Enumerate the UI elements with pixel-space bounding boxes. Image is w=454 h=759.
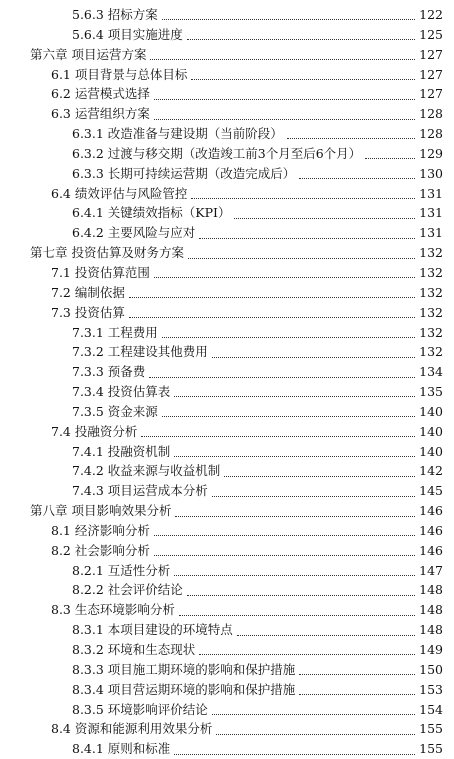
dot-leader [154, 98, 415, 100]
toc-entry-title: 7.4 投融资分析 [51, 422, 139, 442]
toc-entry-7-2[interactable] [0, 283, 454, 303]
toc-entry-7-4-2[interactable] [0, 461, 454, 481]
toc-entry-page: 128 [419, 126, 443, 142]
toc-entry-page: 132 [419, 344, 443, 360]
toc-entry-title: 8.3.2 环境和生态现状 [72, 640, 197, 660]
dot-leader [287, 137, 415, 139]
toc-entry-page: 148 [419, 622, 443, 638]
toc-entry-title: 6.4.1 关键绩效指标（KPI） [72, 203, 232, 223]
toc-entry-page: 132 [419, 304, 443, 320]
toc-entry-5-6-4[interactable] [0, 25, 454, 45]
dot-leader [141, 435, 415, 437]
toc-entry-title: 6.3.1 改造准备与建设期（当前阶段） [72, 124, 285, 144]
toc-entry-page: 142 [419, 463, 443, 479]
toc-entry-page: 134 [419, 364, 443, 380]
toc-entry-page: 147 [419, 562, 443, 578]
toc-entry-6-1[interactable] [0, 65, 454, 85]
toc-entry-title: 7.3.4 投资估算表 [72, 382, 172, 402]
toc-entry-page: 148 [419, 602, 443, 618]
toc-entry-6-3-2[interactable] [0, 144, 454, 164]
dot-leader [174, 753, 415, 755]
toc-entry-page: 129 [419, 145, 443, 161]
toc-entry-title: 6.3 运营组织方案 [51, 104, 152, 124]
toc-entry-5-6-3[interactable] [0, 5, 454, 25]
toc-entry-title: 7.3.2 工程建设其他费用 [72, 342, 210, 362]
toc-entry-page: 153 [419, 681, 443, 697]
dot-leader [150, 58, 415, 60]
toc-entry-title: 6.4 绩效评估与风险管控 [51, 184, 189, 204]
toc-entry-page: 132 [419, 245, 443, 261]
toc-entry-page: 130 [419, 165, 443, 181]
toc-entry-page: 127 [419, 46, 443, 62]
toc-entry-6-4[interactable] [0, 184, 454, 204]
toc-entry-page: 125 [419, 26, 443, 42]
toc-entry-title: 8.3.5 环境影响评价结论 [72, 700, 210, 720]
dot-leader [129, 296, 415, 298]
dot-leader [154, 554, 415, 556]
toc-entry-title: 8.2.1 互适性分析 [72, 561, 172, 581]
dot-leader [154, 276, 415, 278]
toc-entry-page: 131 [419, 205, 443, 221]
toc-entry-title: 7.2 编制依据 [51, 283, 127, 303]
toc-entry-title: 7.4.3 项目运营成本分析 [72, 481, 210, 501]
toc-entry-6-3-1[interactable] [0, 124, 454, 144]
toc-entry-chapter-8[interactable] [0, 501, 454, 521]
toc-entry-6-3[interactable] [0, 104, 454, 124]
dot-leader [199, 653, 415, 655]
toc-entry-7-4[interactable] [0, 422, 454, 442]
dot-leader [212, 356, 415, 358]
dot-leader [188, 257, 415, 259]
toc-entry-title: 8.3.4 项目营运期环境的影响和保护措施 [72, 680, 297, 700]
toc-entry-7-3-2[interactable] [0, 342, 454, 362]
toc-entry-chapter-7[interactable] [0, 243, 454, 263]
dot-leader [212, 495, 415, 497]
toc-entry-title: 8.3.3 项目施工期环境的影响和保护措施 [72, 660, 297, 680]
dot-leader [191, 197, 415, 199]
toc-entry-title: 6.2 运营模式选择 [51, 84, 152, 104]
toc-entry-page: 131 [419, 185, 443, 201]
toc-entry-page: 127 [419, 66, 443, 82]
toc-entry-8-4-1[interactable] [0, 739, 454, 759]
dot-leader [149, 376, 415, 378]
dot-leader [365, 157, 415, 159]
dot-leader [237, 634, 415, 636]
toc-entry-title: 8.1 经济影响分析 [51, 521, 152, 541]
toc-entry-title: 7.4.2 收益来源与收益机制 [72, 461, 222, 481]
toc-entry-8-3-3[interactable] [0, 660, 454, 680]
toc-entry-7-3-1[interactable] [0, 323, 454, 343]
toc-entry-8-2[interactable] [0, 541, 454, 561]
toc-entry-7-3[interactable] [0, 303, 454, 323]
toc-entry-8-2-1[interactable] [0, 561, 454, 581]
toc-entry-page: 131 [419, 225, 443, 241]
toc-entry-page: 132 [419, 324, 443, 340]
toc-entry-page: 135 [419, 384, 443, 400]
toc-entry-6-3-3[interactable] [0, 164, 454, 184]
dot-leader [175, 515, 415, 517]
toc-entry-page: 154 [419, 701, 443, 717]
dot-leader [187, 38, 415, 40]
toc-entry-title: 7.3.5 资金来源 [72, 402, 160, 422]
toc-entry-6-2[interactable] [0, 84, 454, 104]
toc-entry-title: 8.3 生态环境影响分析 [51, 600, 177, 620]
dot-leader [129, 316, 415, 318]
toc-entry-title: 5.6.3 招标方案 [72, 5, 160, 25]
toc-entry-page: 155 [419, 721, 443, 737]
toc-entry-8-3-1[interactable] [0, 620, 454, 640]
toc-entry-title: 8.4.1 原则和标准 [72, 739, 172, 759]
toc-entry-title: 第八章 项目影响效果分析 [30, 501, 173, 521]
dot-leader [216, 733, 415, 735]
toc-entry-title: 8.2.2 社会评价结论 [72, 580, 185, 600]
dot-leader [234, 217, 415, 219]
toc-entry-8-3-4[interactable] [0, 680, 454, 700]
toc-entry-page: 149 [419, 642, 443, 657]
toc-entry-chapter-6[interactable] [0, 45, 454, 65]
toc-entry-title: 第六章 项目运营方案 [30, 45, 148, 65]
toc-entry-page: 146 [419, 503, 443, 519]
toc-entry-page: 122 [419, 7, 443, 22]
toc-entry-page: 140 [419, 443, 443, 459]
toc-entry-page: 146 [419, 522, 443, 538]
toc-entry-title: 5.6.4 项目实施进度 [72, 25, 185, 45]
toc-entry-page: 146 [419, 542, 443, 558]
toc-entry-page: 145 [419, 483, 443, 499]
dot-leader [154, 534, 415, 536]
toc-entry-8-1[interactable] [0, 521, 454, 541]
toc-entry-title: 7.1 投资估算范围 [51, 263, 152, 283]
toc-entry-page: 140 [419, 423, 443, 439]
dot-leader [162, 336, 415, 338]
dot-leader [199, 237, 415, 239]
toc-entry-title: 8.3.1 本项目建设的环境特点 [72, 620, 235, 640]
toc-entry-7-4-1[interactable] [0, 442, 454, 462]
toc-entry-page: 150 [419, 661, 443, 677]
toc-entry-page: 132 [419, 284, 443, 300]
toc-entry-7-1[interactable] [0, 263, 454, 283]
toc-entry-8-3-5[interactable] [0, 700, 454, 720]
toc-entry-title: 6.1 项目背景与总体目标 [51, 65, 189, 85]
dot-leader [174, 574, 415, 576]
toc-entry-7-3-3[interactable] [0, 362, 454, 382]
toc-entry-7-3-5[interactable] [0, 402, 454, 422]
toc-entry-title: 8.4 资源和能源利用效果分析 [51, 719, 214, 739]
toc-entry-7-4-3[interactable] [0, 481, 454, 501]
toc-entry-title: 7.3 投资估算 [51, 303, 127, 323]
toc-entry-title: 7.3.3 预备费 [72, 362, 147, 382]
dot-leader [299, 693, 415, 695]
toc-entry-page: 140 [419, 403, 443, 419]
toc-entry-6-4-1[interactable] [0, 203, 454, 223]
dot-leader [191, 78, 415, 80]
toc-entry-title: 6.3.3 长期可持续运营期（改造完成后） [72, 164, 297, 184]
toc-entry-page: 128 [419, 106, 443, 122]
toc-entry-7-3-4[interactable] [0, 382, 454, 402]
toc-entry-8-2-2[interactable] [0, 580, 454, 600]
toc-entry-title: 6.4.2 主要风险与应对 [72, 223, 197, 243]
dot-leader [299, 177, 415, 179]
dot-leader [187, 594, 415, 596]
dot-leader [179, 614, 415, 616]
dot-leader [154, 118, 415, 120]
toc-entry-title: 8.2 社会影响分析 [51, 541, 152, 561]
toc-entry-title: 6.3.2 过渡与移交期（改造竣工前3个月至后6个月） [72, 144, 363, 164]
dot-leader [299, 673, 415, 675]
toc-entry-title: 7.4.1 投融资机制 [72, 442, 172, 462]
toc-entry-8-3-2[interactable] [0, 640, 454, 660]
toc-entry-6-4-2[interactable] [0, 223, 454, 243]
toc-entry-title: 第七章 投资估算及财务方案 [30, 243, 186, 263]
dot-leader [174, 455, 415, 457]
dot-leader [174, 395, 415, 397]
toc-entry-8-3[interactable] [0, 600, 454, 620]
toc-entry-page: 148 [419, 582, 443, 598]
toc-entry-8-4[interactable] [0, 719, 454, 739]
table-of-contents [0, 5, 454, 759]
toc-entry-page: 155 [419, 741, 443, 757]
dot-leader [162, 18, 415, 20]
toc-entry-page: 127 [419, 86, 443, 102]
dot-leader [162, 415, 415, 417]
toc-entry-page: 132 [419, 264, 443, 280]
toc-entry-title: 7.3.1 工程费用 [72, 323, 160, 343]
dot-leader [212, 713, 415, 715]
dot-leader [224, 475, 415, 477]
